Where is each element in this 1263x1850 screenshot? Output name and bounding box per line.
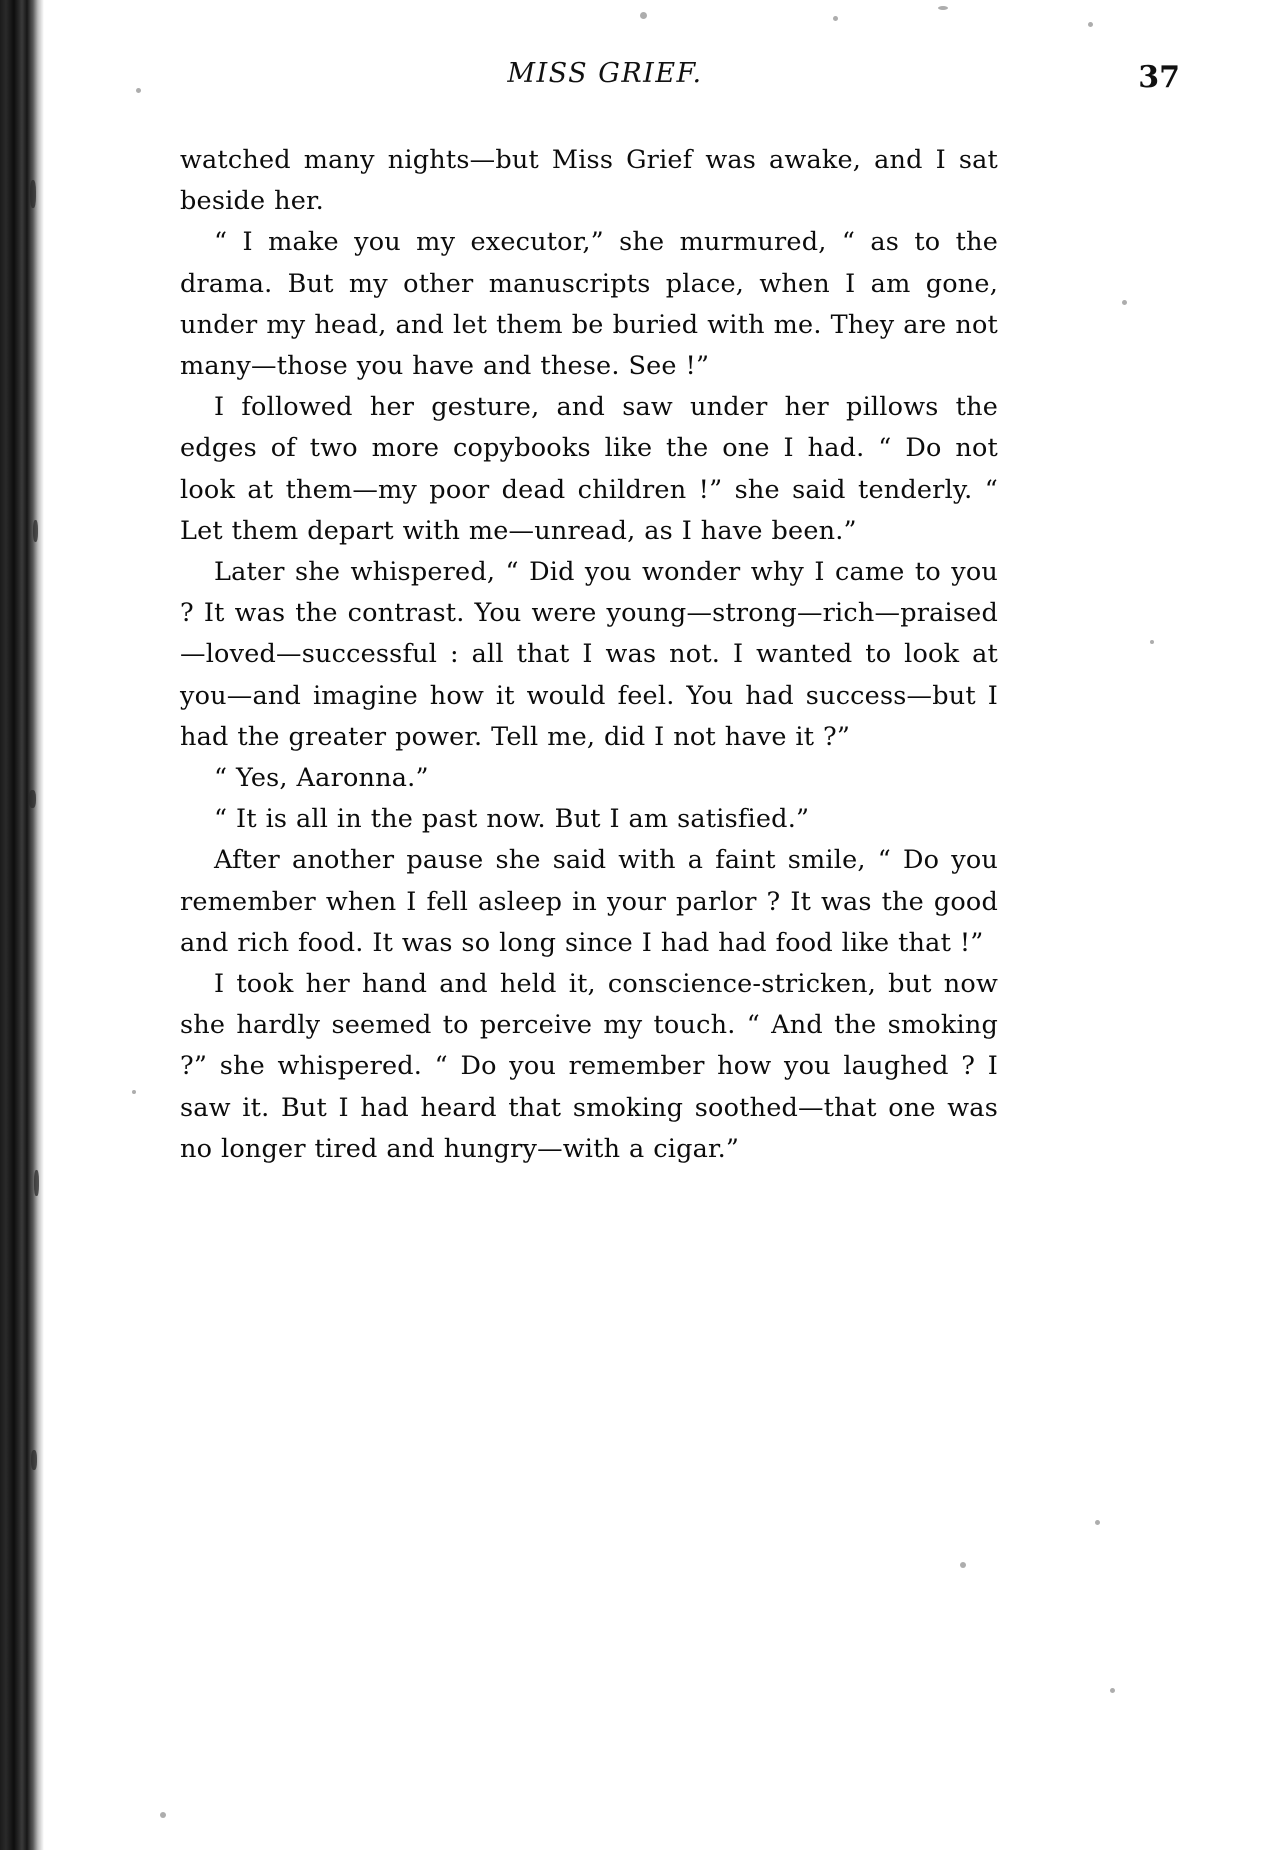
paragraph: I took her hand and held it, conscience-stricken, but now she hardly seemed to perceive my touch. “ And the smoking ?” she whispered. “ Do you remember how you laughed ? I saw it. But I had heard that smoking soothed—that one was no longer tired and hungry—with a cigar.”	[180, 969, 998, 1164]
paragraph: “ I make you my executor,” she murmured, “ as to the drama. But my other manuscripts place, when I am gone, under my head, and let them be buried with me. They are not many—those you have and these. See !”	[180, 227, 998, 382]
scan-speck	[960, 1562, 966, 1568]
scan-speck	[1110, 1688, 1115, 1693]
paragraph: I followed her gesture, and saw under her pillows the edges of two more copybooks like the one I had. “ Do not look at them—my poor dead children !” she said tenderly. “ Let them depart with me—unread, as I have been.”	[180, 392, 998, 546]
body-text	[180, 140, 998, 1170]
gutter-speck	[30, 180, 36, 208]
paragraph: “ Yes, Aaronna.”	[214, 763, 429, 794]
scan-speck	[160, 1812, 166, 1818]
scan-speck	[136, 88, 141, 93]
gutter-speck	[33, 520, 38, 542]
paragraph: Later she whispered, “ Did you wonder why I came to you ? It was the contrast. You were young—strong—rich—praised—loved—successful : all that I was not. I wanted to look at you—and imagine how it would feel. You had success—but I had the greater power. Tell me, did I not have it ?”	[180, 557, 998, 752]
scan-speck	[132, 1090, 136, 1094]
scan-speck	[640, 12, 647, 19]
book-gutter-shadow	[0, 0, 44, 1850]
scan-speck	[1095, 1520, 1100, 1525]
paragraph: “ It is all in the past now. But I am satisfied.”	[214, 804, 810, 835]
gutter-speck	[29, 790, 36, 808]
running-head: MISS GRIEF.	[507, 58, 703, 89]
scan-speck	[1088, 22, 1093, 27]
scan-speck	[1150, 640, 1154, 644]
scan-speck	[938, 6, 948, 10]
gutter-speck	[31, 1450, 37, 1470]
paragraph: watched many nights—but Miss Grief was awake, and I sat beside her.	[180, 145, 998, 217]
page-number: 37	[1138, 60, 1180, 95]
scan-speck	[1122, 300, 1127, 305]
scan-speck	[833, 16, 838, 21]
gutter-speck	[34, 1170, 39, 1196]
page-header	[175, 58, 1180, 104]
paragraph: After another pause she said with a faint smile, “ Do you remember when I fell asleep in your parlor ? It was the good and rich food. It was so long since I had had food like that !”	[180, 845, 998, 958]
